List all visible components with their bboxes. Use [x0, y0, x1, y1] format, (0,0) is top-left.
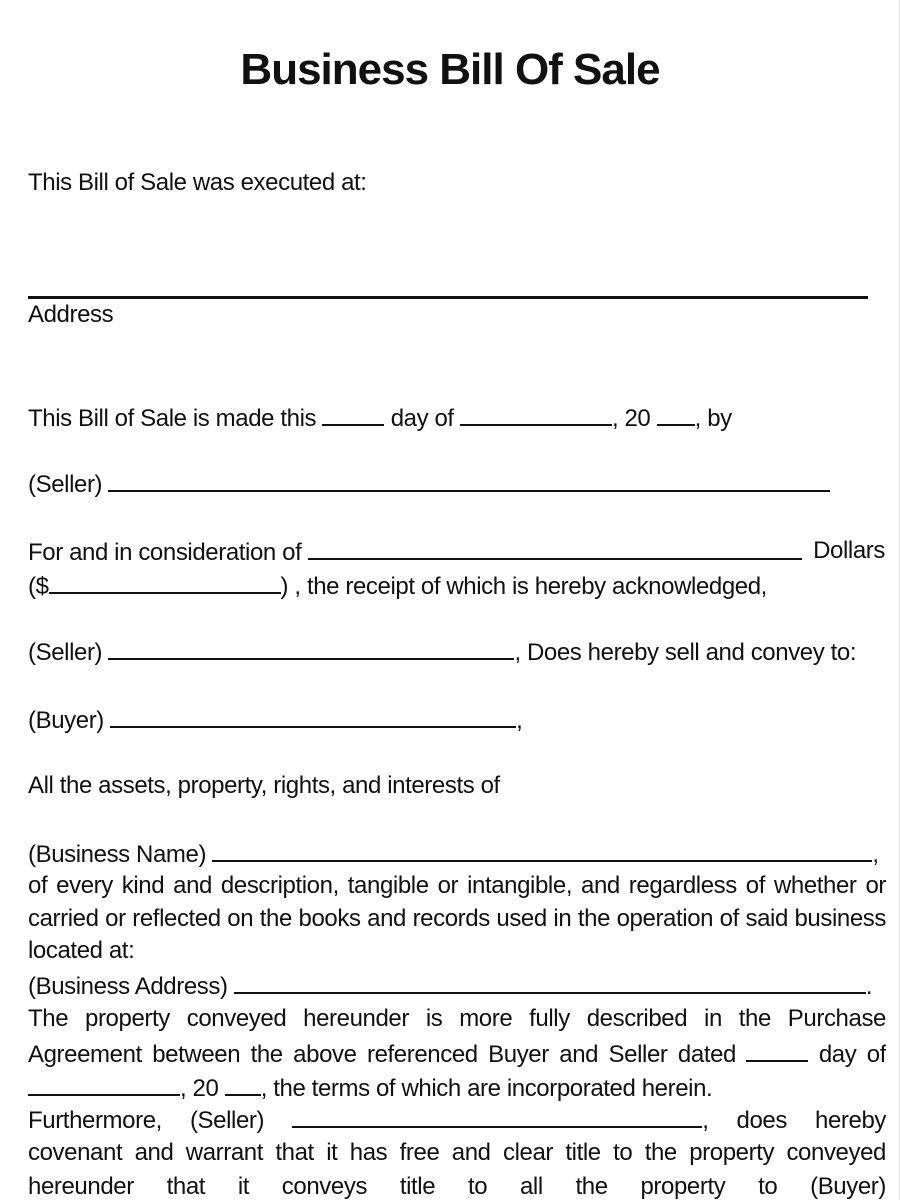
address-blank[interactable]	[28, 296, 868, 299]
dollars-word: Dollars	[813, 537, 885, 564]
made-suffix: , by	[694, 405, 732, 432]
furthermore-line-1	[28, 1104, 886, 1134]
seller-label: (Seller)	[28, 471, 103, 498]
kind-line-1: of every kind and description, tangible or intangible, and regardless of whether or	[28, 872, 886, 899]
seller-convey-blank[interactable]	[108, 636, 514, 660]
consideration-prefix: For and in consideration of	[28, 539, 302, 566]
business-name-suffix: ,	[872, 841, 879, 868]
made-prefix: This Bill of Sale is made this	[28, 405, 317, 432]
kind-line-2: carried or reflected on the books and records used in the operation of said business	[28, 905, 886, 932]
seller-line	[28, 468, 830, 500]
property-line-3-year: , 20	[180, 1075, 219, 1102]
consideration-words-blank[interactable]	[308, 536, 802, 560]
consideration-line	[28, 536, 802, 568]
purchase-day-blank[interactable]	[746, 1038, 808, 1062]
made-day-of: day of	[390, 405, 454, 432]
buyer-line	[28, 704, 522, 736]
purchase-month-blank[interactable]	[28, 1072, 180, 1096]
seller-blank[interactable]	[108, 468, 830, 492]
business-address-blank[interactable]	[234, 970, 866, 994]
business-address-label: (Business Address)	[28, 973, 228, 1000]
business-address-line	[28, 970, 872, 1002]
made-line	[28, 402, 732, 434]
furthermore-seller: (Seller)	[189, 1107, 265, 1134]
furthermore-suffix: , does hereby	[702, 1107, 886, 1134]
buyer-suffix: ,	[516, 707, 523, 734]
executed-at-label: This Bill of Sale was executed at:	[28, 169, 367, 196]
receipt-line	[28, 570, 767, 602]
made-year-blank[interactable]	[657, 402, 695, 426]
purchase-year-blank[interactable]	[225, 1072, 261, 1096]
property-line-3	[28, 1072, 712, 1104]
dollar-amount-blank[interactable]	[49, 570, 281, 594]
assets-text: All the assets, property, rights, and interests of	[28, 772, 500, 799]
made-month-blank[interactable]	[460, 402, 612, 426]
furthermore-seller-blank[interactable]	[292, 1104, 702, 1128]
furthermore-line-2: covenant and warrant that it has free and clear title to the property conveyed	[28, 1139, 886, 1166]
furthermore-prefix: Furthermore,	[28, 1107, 162, 1134]
furthermore-line-3: hereunder that it conveys title to all the property to (Buyer)	[28, 1173, 886, 1200]
property-line-2-suffix: day of	[818, 1041, 886, 1068]
business-name-line	[28, 838, 879, 870]
seller-convey-label: (Seller)	[28, 639, 103, 666]
property-line-1: The property conveyed hereunder is more fully described in the Purchase	[28, 1005, 886, 1032]
property-line-2	[28, 1038, 886, 1068]
document-title: Business Bill Of Sale	[240, 45, 660, 94]
address-label: Address	[28, 301, 114, 328]
made-day-blank[interactable]	[322, 402, 384, 426]
buyer-label: (Buyer)	[28, 707, 104, 734]
seller-convey-suffix: , Does hereby sell and convey to:	[514, 639, 857, 666]
made-year-prefix: , 20	[611, 405, 651, 432]
property-line-2-prefix: Agreement between the above referenced Buyer and Seller dated	[28, 1041, 736, 1068]
seller-convey-line	[28, 636, 856, 668]
kind-line-3: located at:	[28, 937, 135, 964]
property-line-3-suffix: , the terms of which are incorporated herein.	[260, 1075, 713, 1102]
business-address-suffix: .	[865, 973, 873, 1000]
business-name-label: (Business Name)	[28, 841, 207, 868]
buyer-blank[interactable]	[110, 704, 516, 728]
business-name-blank[interactable]	[212, 838, 872, 862]
dollar-open: ($	[28, 573, 49, 600]
receipt-text: ) , the receipt of which is hereby acknowledged,	[280, 573, 767, 600]
